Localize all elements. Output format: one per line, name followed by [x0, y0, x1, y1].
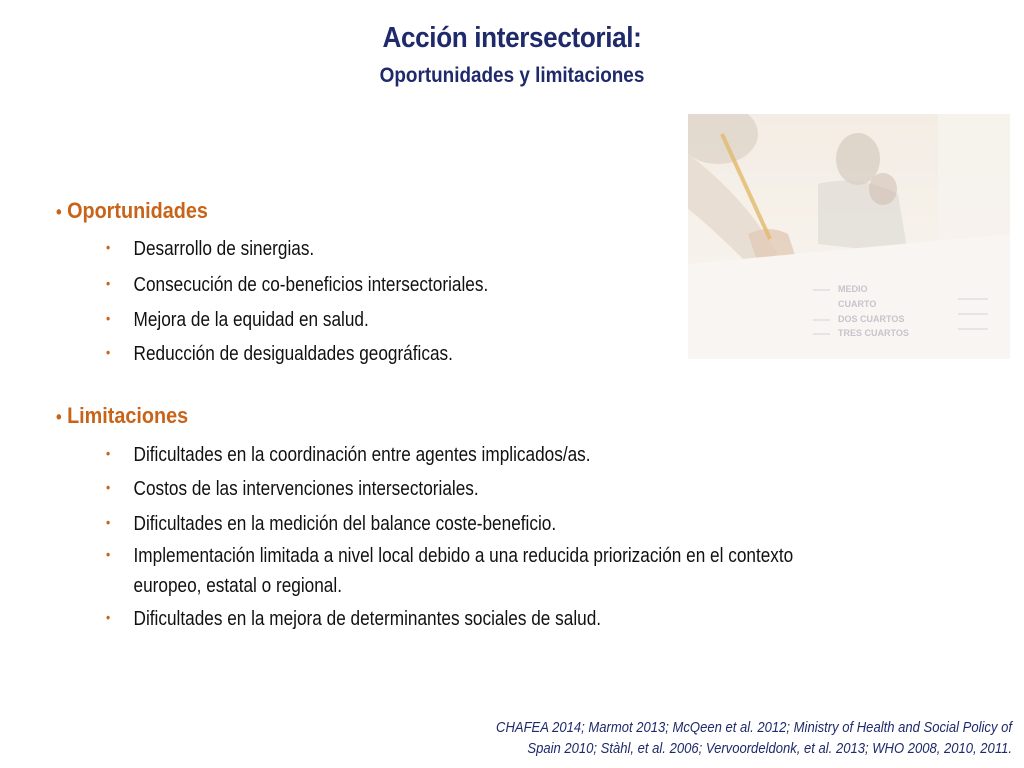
bullet-icon: • — [106, 479, 111, 495]
bullet-icon: • — [106, 546, 111, 562]
bullet-icon: • — [56, 407, 62, 427]
paper-text: TRES CUARTOS — [838, 328, 909, 338]
bullet-icon: • — [56, 202, 62, 222]
list-item — [106, 470, 479, 506]
list-item — [106, 266, 488, 302]
classroom-photo — [688, 114, 1010, 359]
classroom-photo-art — [688, 114, 1010, 359]
list-item-label: europeo, estatal o regional. — [133, 575, 342, 597]
list-item-label: Dificultades en la medición del balance coste-beneficio. — [133, 513, 557, 535]
list-item-label: Implementación limitada a nivel local debido a una reducida priorización en el contexto — [133, 545, 794, 567]
list-item — [106, 600, 601, 636]
slide-title: Acción intersectorial: — [382, 22, 642, 54]
list-item — [106, 436, 591, 472]
bullet-icon: • — [106, 344, 111, 360]
section-heading-limitaciones — [56, 403, 188, 429]
list-item — [106, 301, 369, 337]
bullet-icon: • — [106, 445, 111, 461]
list-item — [106, 335, 453, 371]
section-heading-oportunidades — [56, 198, 208, 224]
photo-fade — [688, 114, 1010, 359]
list-item-label: Mejora de la equidad en salud. — [133, 309, 369, 331]
list-item-label: Consecución de co-beneficios intersectoriales. — [133, 274, 489, 296]
section-heading-label: Oportunidades — [67, 198, 208, 223]
paper-text: DOS CUARTOS — [838, 314, 905, 324]
citation — [454, 718, 1012, 760]
list-item-label: Dificultades en la mejora de determinantes sociales de salud. — [133, 608, 602, 630]
list-item — [106, 230, 314, 266]
citation-line: CHAFEA 2014; Marmot 2013; McQeen et al. 2012; Ministry of Health and Social Policy of — [496, 720, 1012, 736]
bullet-icon: • — [106, 239, 111, 255]
citation-line: Spain 2010; Stàhl, et al. 2006; Vervoordeldonk, et al. 2013; WHO 2008, 2010, 2011. — [527, 741, 1012, 757]
list-item — [106, 505, 556, 541]
list-item-label: Dificultades en la coordinación entre agentes implicados/as. — [133, 444, 591, 466]
list-item-continuation — [106, 569, 342, 603]
bullet-icon: • — [106, 275, 111, 291]
list-item-label: Reducción de desigualdades geográficas. — [133, 343, 453, 365]
bullet-icon: • — [106, 609, 111, 625]
section-heading-label: Limitaciones — [67, 403, 189, 428]
paper-text: CUARTO — [838, 299, 877, 309]
slide-subtitle: Oportunidades y limitaciones — [379, 64, 645, 87]
list-item-label: Costos de las intervenciones intersectoriales. — [133, 478, 479, 500]
list-item — [106, 537, 793, 573]
list-item-label: Desarrollo de sinergias. — [133, 238, 315, 260]
bullet-icon: • — [106, 310, 111, 326]
paper-text: MEDIO — [838, 284, 868, 294]
bullet-icon: • — [106, 514, 111, 530]
